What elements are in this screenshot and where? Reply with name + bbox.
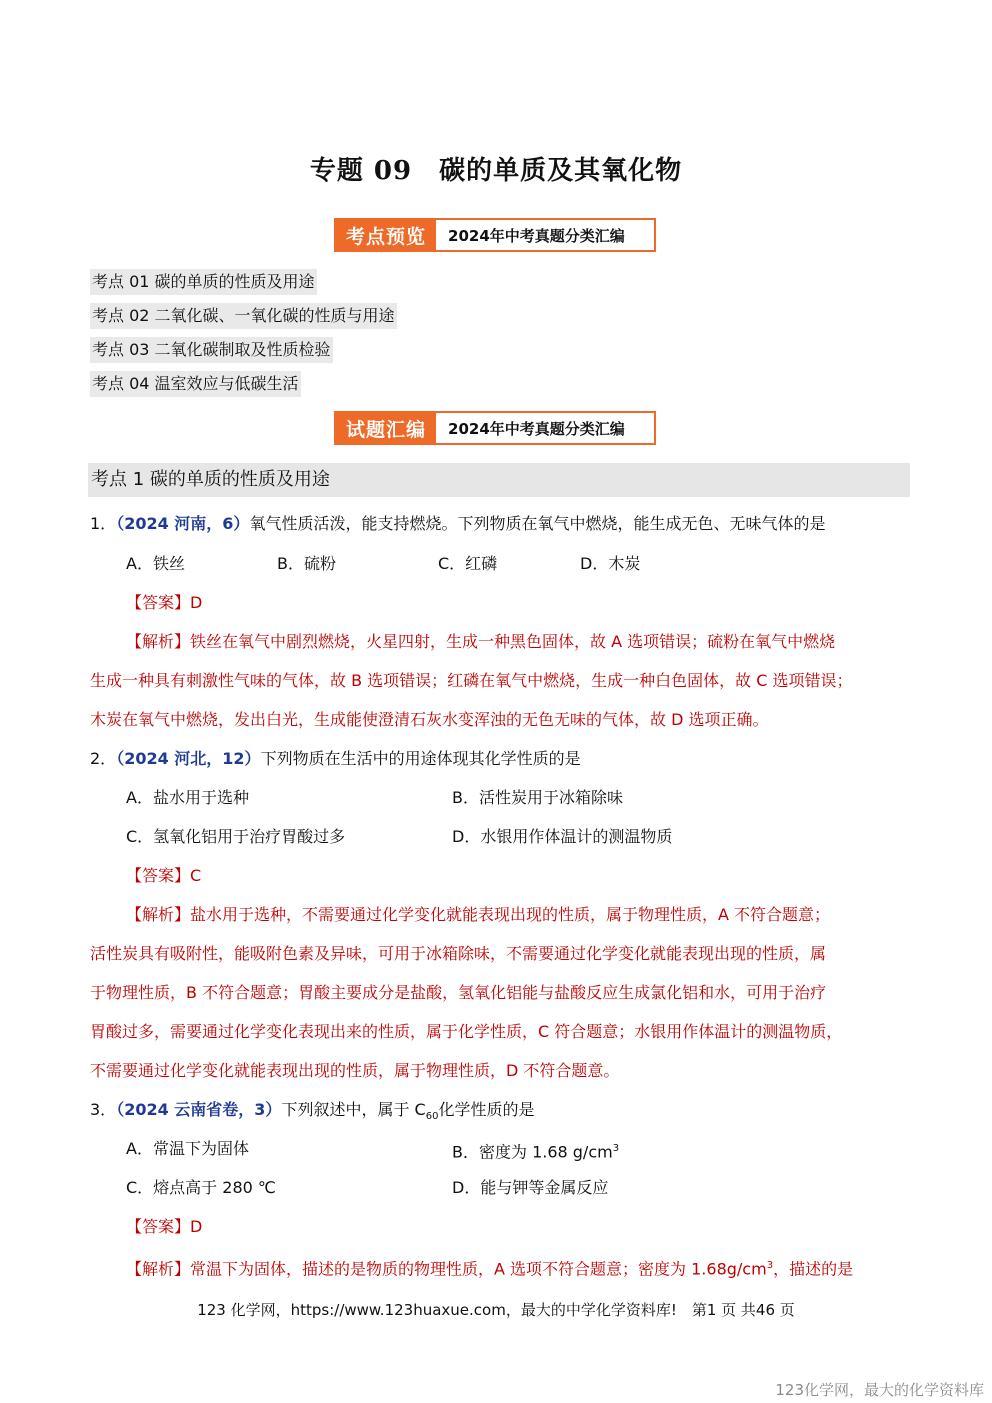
question-1-analysis-line: 【解析】铁丝在氧气中剧烈燃烧，火星四射，生成一种黑色固体，故 A 选项错误；硫粉在氧气中燃烧 — [126, 632, 836, 651]
question-2-option-d: D．水银用作体温计的测温物质 — [452, 827, 673, 846]
question-1-analysis-line: 生成一种具有刺激性气味的气体，故 B 选项错误；红磷在氧气中燃烧，生成一种白色固体，故 C 选项错误； — [90, 671, 853, 690]
question-3-option-d: D．能与钾等金属反应 — [452, 1178, 609, 1197]
banner-tag: 试题汇编 — [336, 413, 436, 443]
question-1-option-c: C．红磷 — [438, 554, 498, 573]
question-3-answer: 【答案】D — [126, 1217, 203, 1236]
question-3-option-a: A．常温下为固体 — [126, 1139, 249, 1158]
toc-item-1[interactable]: 考点 01 碳的单质的性质及用途 — [90, 269, 317, 295]
question-3-option-b: B．密度为 1.68 $g/cm^3$ — [452, 1142, 620, 1162]
page-footer: 123 化学网，https://www.123huaxue.com，最大的中学化学资料库! 第1 页 共46 页 — [197, 1301, 795, 1319]
question-2-option-c: C．氢氧化铝用于治疗胃酸过多 — [126, 827, 346, 846]
question-2-answer: 【答案】C — [126, 866, 202, 885]
banner-tag: 考点预览 — [336, 220, 436, 250]
watermark: 123化学网，最大的化学资料库 — [775, 1381, 984, 1399]
question-3-analysis-line: 【解析】常温下为固体，描述的是物质的物理性质，A 选项不符合题意；密度为 $1.68g/cm^3$，描述的是 — [126, 1259, 854, 1279]
question-1-stem: 1．（2024 河南，6）氧气性质活泼，能支持燃烧。下列物质在氧气中燃烧，能生成无色、无味气体的是 — [90, 514, 826, 533]
question-2-analysis-line: 活性炭具有吸附性，能吸附色素及异味，可用于冰箱除味，不需要通过化学变化就能表现出现的性质，属 — [90, 944, 827, 963]
question-2-analysis-line: 于物理性质，B 不符合题意；胃酸主要成分是盐酸，氢氧化铝能与盐酸反应生成氯化铝和水，可用于治疗 — [90, 983, 827, 1002]
question-2-option-b: B．活性炭用于冰箱除味 — [452, 788, 623, 807]
question-1-option-d: D．木炭 — [580, 554, 641, 573]
banner-text: 2024年中考真题分类汇编 — [448, 226, 625, 245]
toc-item-3[interactable]: 考点 03 二氧化碳制取及性质检验 — [90, 337, 333, 363]
question-2-analysis-line: 【解析】盐水用于选种，不需要通过化学变化就能表现出现的性质，属于物理性质，A 不符合题意； — [126, 905, 831, 924]
question-2-stem: 2．（2024 河北，12）下列物质在生活中的用途体现其化学性质的是 — [90, 749, 581, 768]
question-1-analysis-line: 木炭在氧气中燃烧，发出白光，生成能使澄清石灰水变浑浊的无色无味的气体，故 D 选项正确。 — [90, 710, 769, 729]
question-2-analysis-line: 胃酸过多，需要通过化学变化表现出来的性质，属于化学性质，C 符合题意；水银用作体温计的测温物质， — [90, 1022, 843, 1041]
question-3-option-c: C．熔点高于 280 ℃ — [126, 1178, 276, 1197]
question-3-stem: 3．（2024 云南省卷，3）下列叙述中，属于 $C_{60}$化学性质的是 — [90, 1100, 535, 1123]
question-1-answer: 【答案】D — [126, 593, 203, 612]
question-1-option-b: B．硫粉 — [277, 554, 336, 573]
exercise-banner — [334, 411, 656, 445]
question-1-option-a: A．铁丝 — [126, 554, 185, 573]
preview-banner — [334, 218, 656, 252]
page-title: 专题 09 碳的单质及其氧化物 — [309, 156, 683, 186]
banner-text: 2024年中考真题分类汇编 — [448, 419, 625, 438]
toc-item-4[interactable]: 考点 04 温室效应与低碳生活 — [90, 371, 301, 397]
section-heading: 考点 1 碳的单质的性质及用途 — [88, 463, 910, 497]
question-2-option-a: A．盐水用于选种 — [126, 788, 249, 807]
toc-item-2[interactable]: 考点 02 二氧化碳、一氧化碳的性质与用途 — [90, 303, 397, 329]
question-2-analysis-line: 不需要通过化学变化就能表现出现的性质，属于物理性质，D 不符合题意。 — [90, 1061, 620, 1080]
